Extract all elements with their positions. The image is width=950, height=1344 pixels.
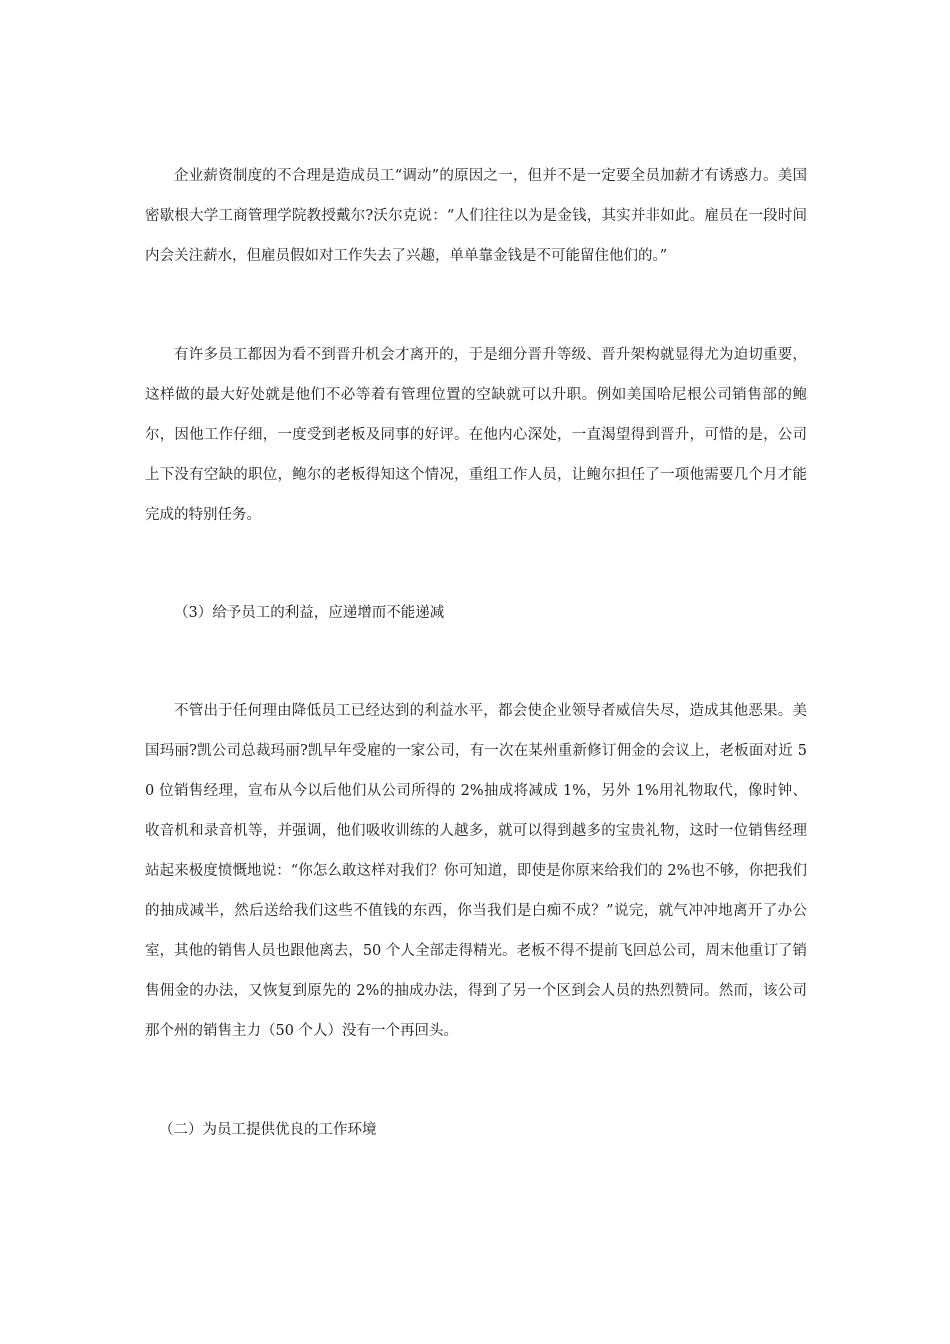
paragraph-salary-system: 企业薪资制度的不合理是造成员工“调动”的原因之一，但并不是一定要全员加薪才有诱惑力。美国密歇根大学工商管理学院教授戴尔?沃尔克说：“人们往往以为是金钱，其实并非如此。雇员在一段时间内会关注薪水，但雇员假如对工作失去了兴趣，单单靠金钱是不可能留住他们的。” [145,168,807,264]
paragraph-commission-story: 不管出于任何理由降低员工已经达到的利益水平，都会使企业领导者威信失尽，造成其他恶果。美国玛丽?凯公司总裁玛丽?凯早年受雇的一家公司，有一次在某州重新修订佣金的会议上，老板面对近 50 位销售经理，宣布从今以后他们从公司所得的 2%抽成将减成 1%，另外 1%用礼物取代，像时钟、收音机和录音机等，并强调，他们吸收训练的人越多，就可以得到越多的宝贵礼物，这时一位销售经理站起来极度愤慨地说：“你怎么敢这样对我们？你可知道，即使是你原来给我们的 2%也不够，你把我们的抽成减半，然后送给我们这些不值钱的东西，你当我们是白痴不成？”说完，就气冲冲地离开了办公室，其他的销售人员也跟他离去，50 个人全部走得精光。老板不得不提前飞回总公司，周末他重订了销售佣金的办法，又恢复到原先的 2%的抽成办法，得到了另一个区到会人员的热烈赞同。然而，该公司那个州的销售主力（50 个人）没有一个再回头。 [145,703,807,1039]
section-heading-work-environment: （二）为员工提供优良的工作环境 [159,1122,377,1138]
subheading-benefits: （3）给予员工的利益，应递增而不能递减 [174,605,445,621]
paragraph-promotion: 有许多员工都因为看不到晋升机会才离开的，于是细分晋升等级、晋升架构就显得尤为迫切重要，这样做的最大好处就是他们不必等着有管理位置的空缺就可以升职。例如美国哈尼根公司销售部的鲍尔，因他工作仔细，一度受到老板及同事的好评。在他内心深处，一直渴望得到晋升，可惜的是，公司上下没有空缺的职位，鲍尔的老板得知这个情况，重组工作人员，让鲍尔担任了一项他需要几个月才能完成的特别任务。 [145,347,807,523]
